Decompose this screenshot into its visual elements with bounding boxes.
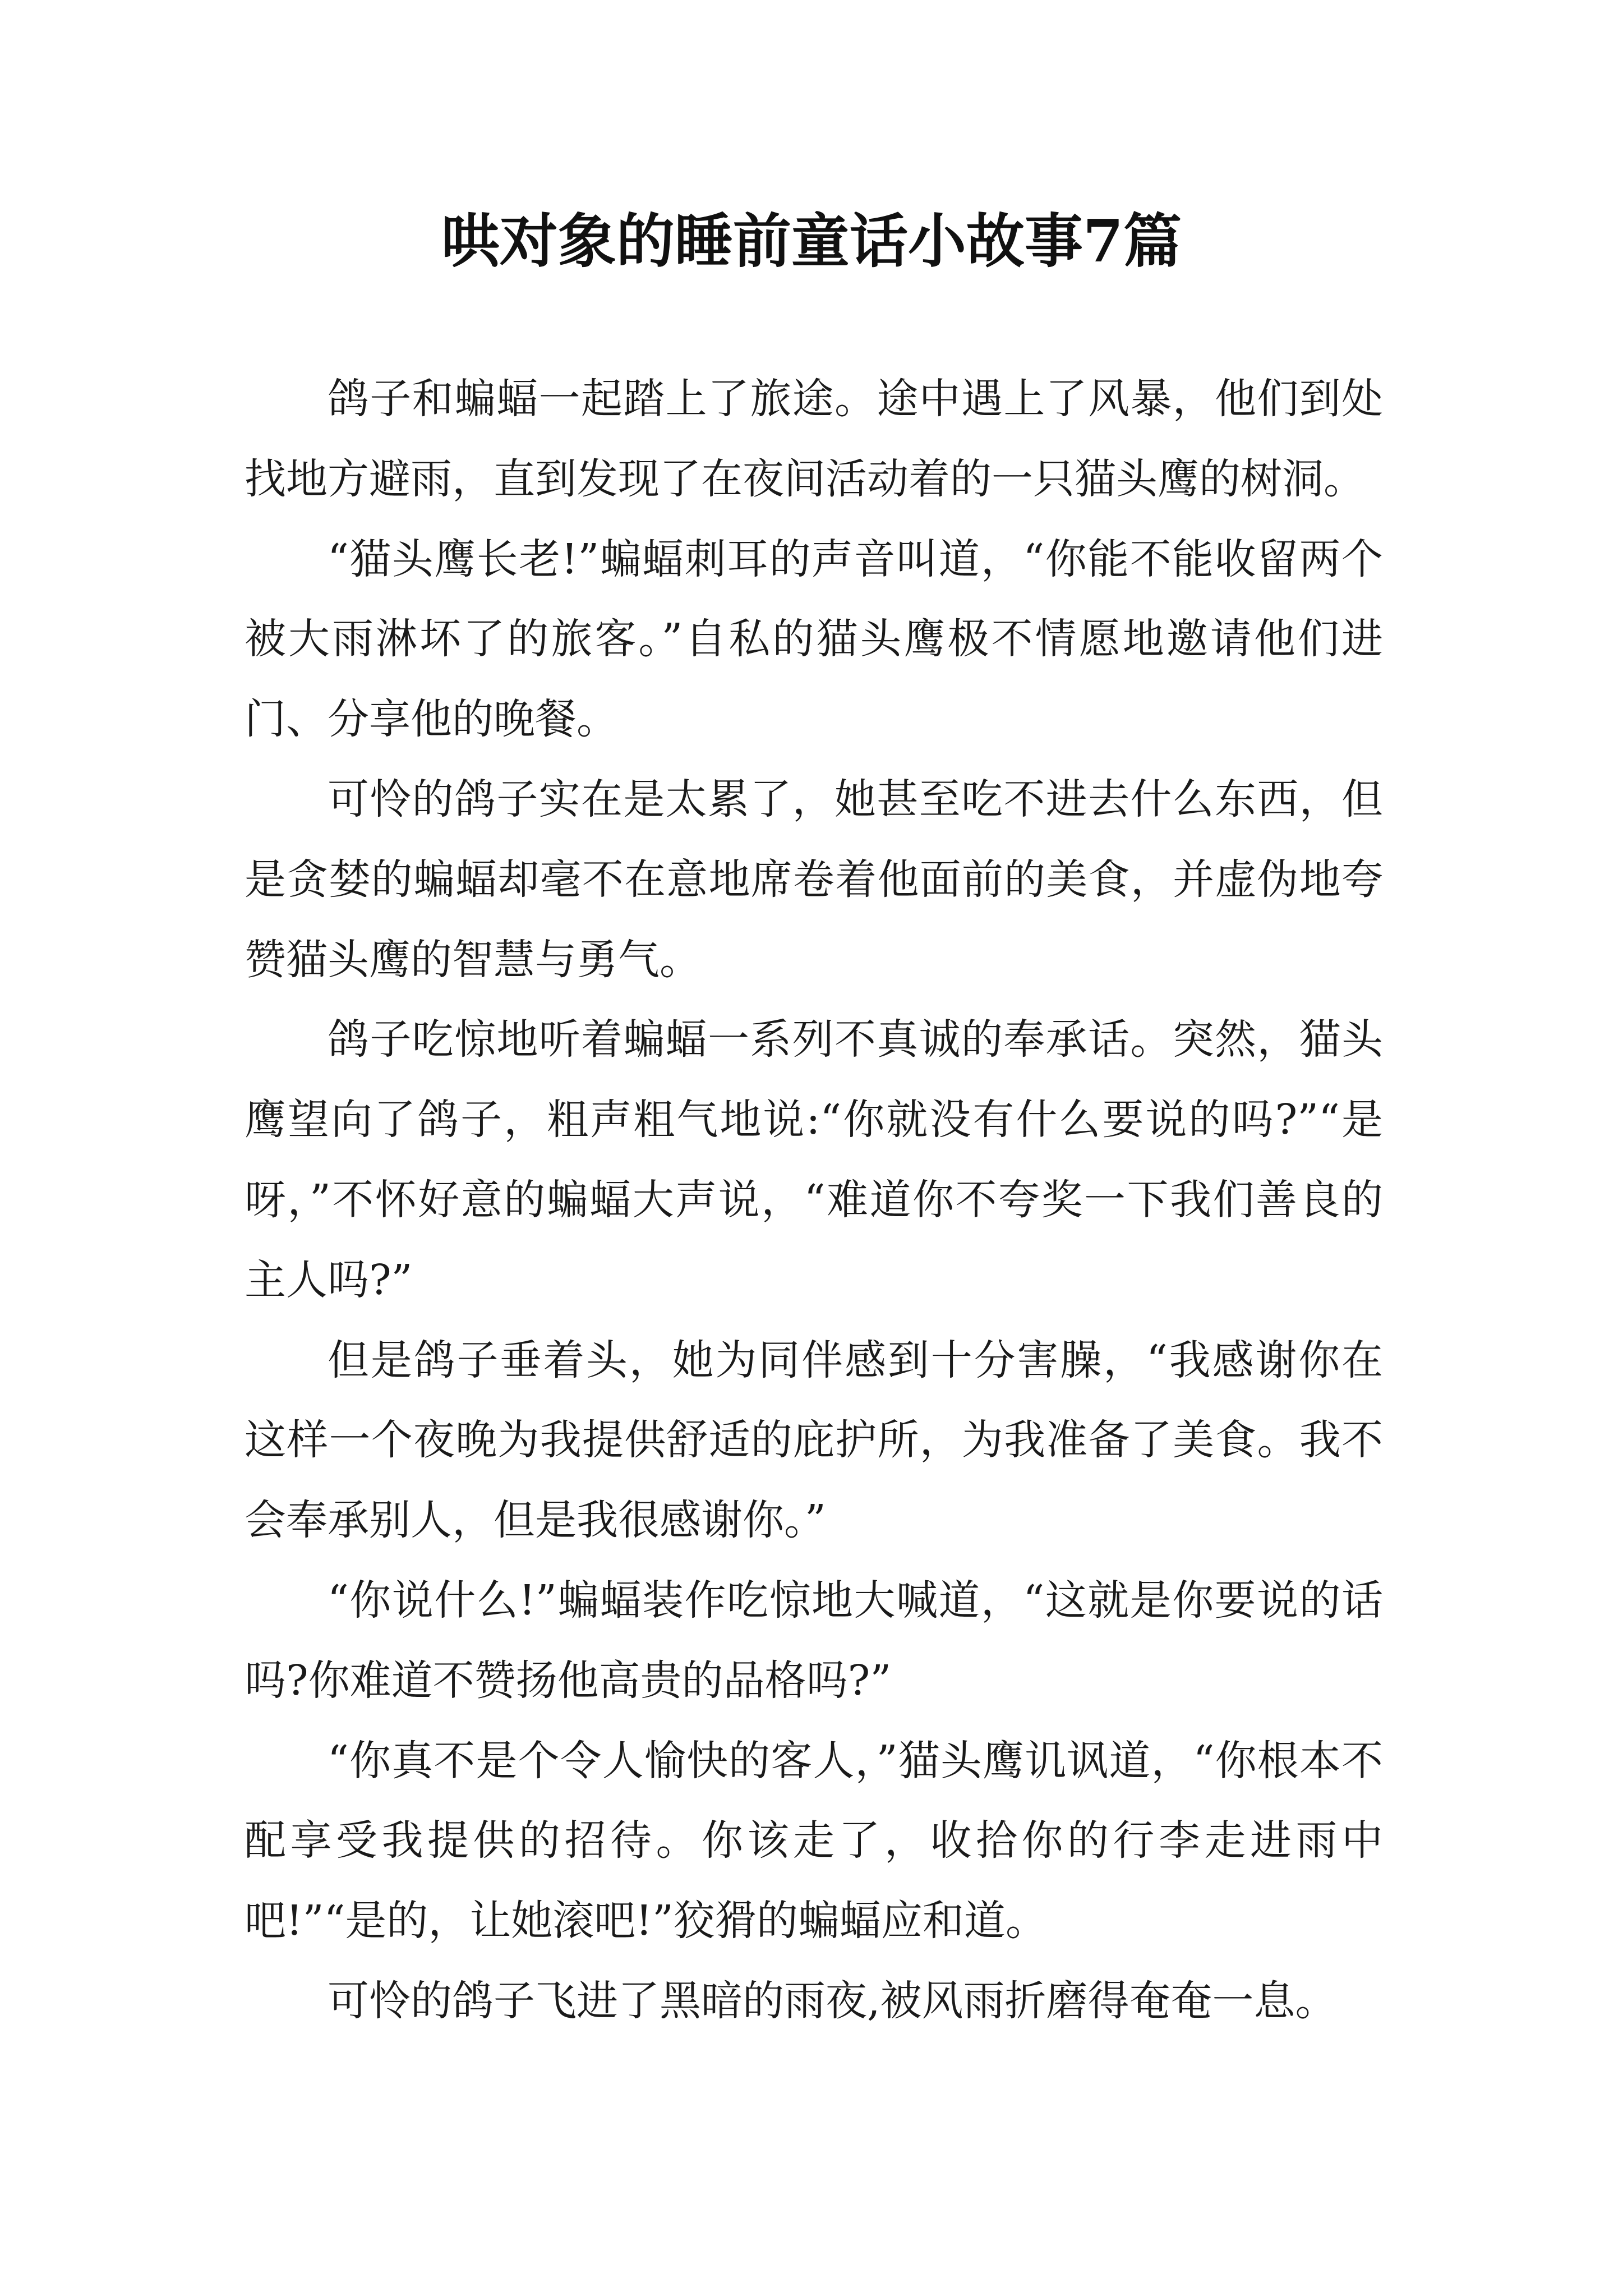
paragraph: “你真不是个令人愉快的客人，”猫头鹰讥讽道，“你根本不配享受我提供的招待。你该走了，收拾你的行李走进雨中吧!”“是的，让她滚吧!”狡猾的蝙蝠应和道。 — [245, 1736, 1383, 1945]
paragraph: 鸽子和蝙蝠一起踏上了旅途。途中遇上了风暴，他们到处找地方避雨，直到发现了在夜间活动着的一只猫头鹰的树洞。 — [245, 375, 1383, 503]
paragraph: 但是鸽子垂着头，她为同伴感到十分害臊，“我感谢你在这样一个夜晚为我提供舒适的庇护所，为我准备了美食。我不会奉承别人，但是我很感谢你。” — [245, 1336, 1383, 1545]
paragraph: 鸽子吃惊地听着蝙蝠一系列不真诚的奉承话。突然，猫头鹰望向了鸽子，粗声粗气地说:“你就没有什么要说的吗?”“是呀，”不怀好意的蝙蝠大声说，“难道你不夸奖一下我们善良的主人吗?” — [245, 1015, 1383, 1304]
document-body — [245, 359, 1383, 2041]
document-title: 哄对象的睡前童话小故事7篇 — [441, 206, 1182, 275]
paragraph: 可怜的鸽子飞进了黑暗的雨夜,被风雨折磨得奄奄一息。 — [328, 1976, 1337, 2025]
paragraph: 可怜的鸽子实在是太累了，她甚至吃不进去什么东西，但是贪婪的蝙蝠却毫不在意地席卷着他面前的美食，并虚伪地夸赞猫头鹰的智慧与勇气。 — [245, 775, 1383, 984]
paragraph: “你说什么!”蝙蝠装作吃惊地大喊道，“这就是你要说的话吗?你难道不赞扬他高贵的品格吗?” — [245, 1576, 1383, 1705]
paragraph: “猫头鹰长老!”蝙蝠刺耳的声音叫道，“你能不能收留两个被大雨淋坏了的旅客。”自私的猫头鹰极不情愿地邀请他们进门、分享他的晚餐。 — [245, 535, 1383, 744]
